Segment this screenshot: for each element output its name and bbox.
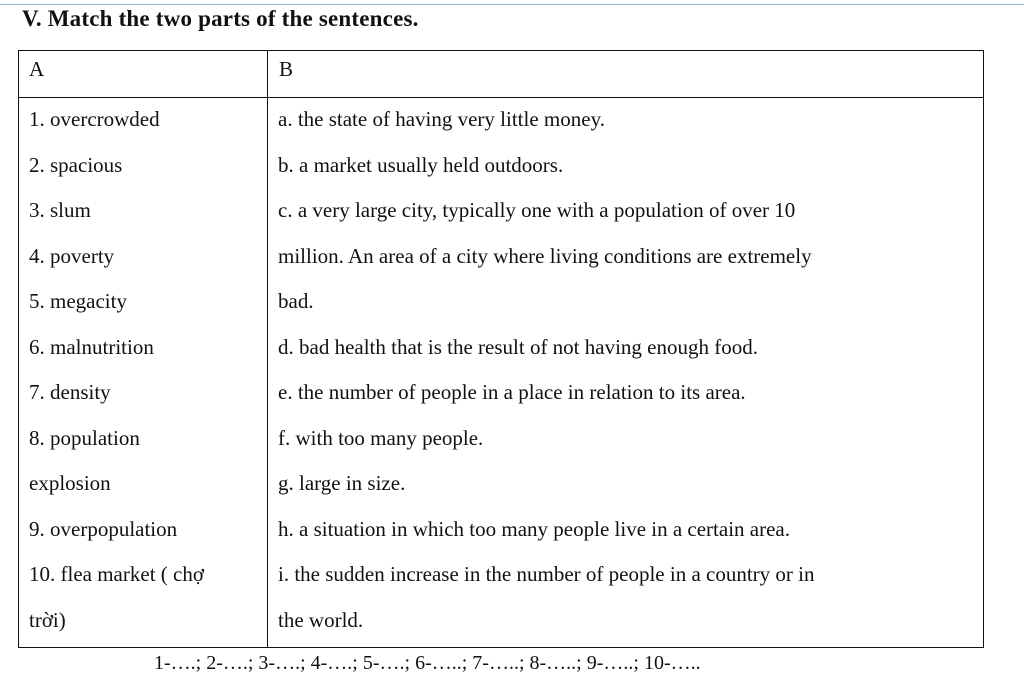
column-a-line: 6. malnutrition xyxy=(29,334,154,359)
column-b-line: b. a market usually held outdoors. xyxy=(278,152,564,177)
column-b-line: e. the number of people in a place in relation to its area. xyxy=(278,380,746,404)
matching-table xyxy=(18,50,984,648)
column-a-line: 7. density xyxy=(29,380,111,404)
column-a-line: 3. slum xyxy=(29,198,91,222)
column-b-header: B xyxy=(279,57,294,81)
column-b-line: bad. xyxy=(278,289,314,313)
column-b-line: million. An area of a city where living conditions are extremely xyxy=(278,243,812,268)
column-a-line: 8. population xyxy=(29,425,140,450)
header-divider xyxy=(19,97,983,98)
column-b-line: g. large in size. xyxy=(278,471,406,495)
column-b-line: the world. xyxy=(278,607,364,632)
column-a-line: 10. flea market ( chợ xyxy=(29,562,204,586)
column-b-line: f. with too many people. xyxy=(278,425,484,450)
column-a-line: 5. megacity xyxy=(29,289,127,313)
column-a-line: 2. spacious xyxy=(29,152,123,177)
exercise-heading: V. Match the two parts of the sentences. xyxy=(22,6,419,31)
column-a-list xyxy=(29,101,263,647)
column-a-line: explosion xyxy=(29,471,111,495)
top-border-line xyxy=(0,4,1024,5)
column-divider xyxy=(267,51,268,647)
column-a-line: 1. overcrowded xyxy=(29,107,160,131)
column-a-header: A xyxy=(29,57,45,81)
column-b-line: a. the state of having very little money. xyxy=(278,107,605,131)
column-b-line: i. the sudden increase in the number of people in a country or in xyxy=(278,562,815,586)
column-b-line: c. a very large city, typically one with a population of over 10 xyxy=(278,198,796,222)
column-a-line: 9. overpopulation xyxy=(29,516,178,541)
column-b-line: d. bad health that is the result of not having enough food. xyxy=(278,334,758,359)
column-b-list xyxy=(278,101,978,647)
column-a-line: 4. poverty xyxy=(29,243,115,268)
answer-blanks: 1-….; 2-….; 3-….; 4-….; 5-….; 6-…..; 7-…..; 8-…..; 9-…..; 10-….. xyxy=(154,652,701,674)
column-a-line: trời) xyxy=(29,607,66,632)
column-b-line: h. a situation in which too many people live in a certain area. xyxy=(278,516,790,541)
